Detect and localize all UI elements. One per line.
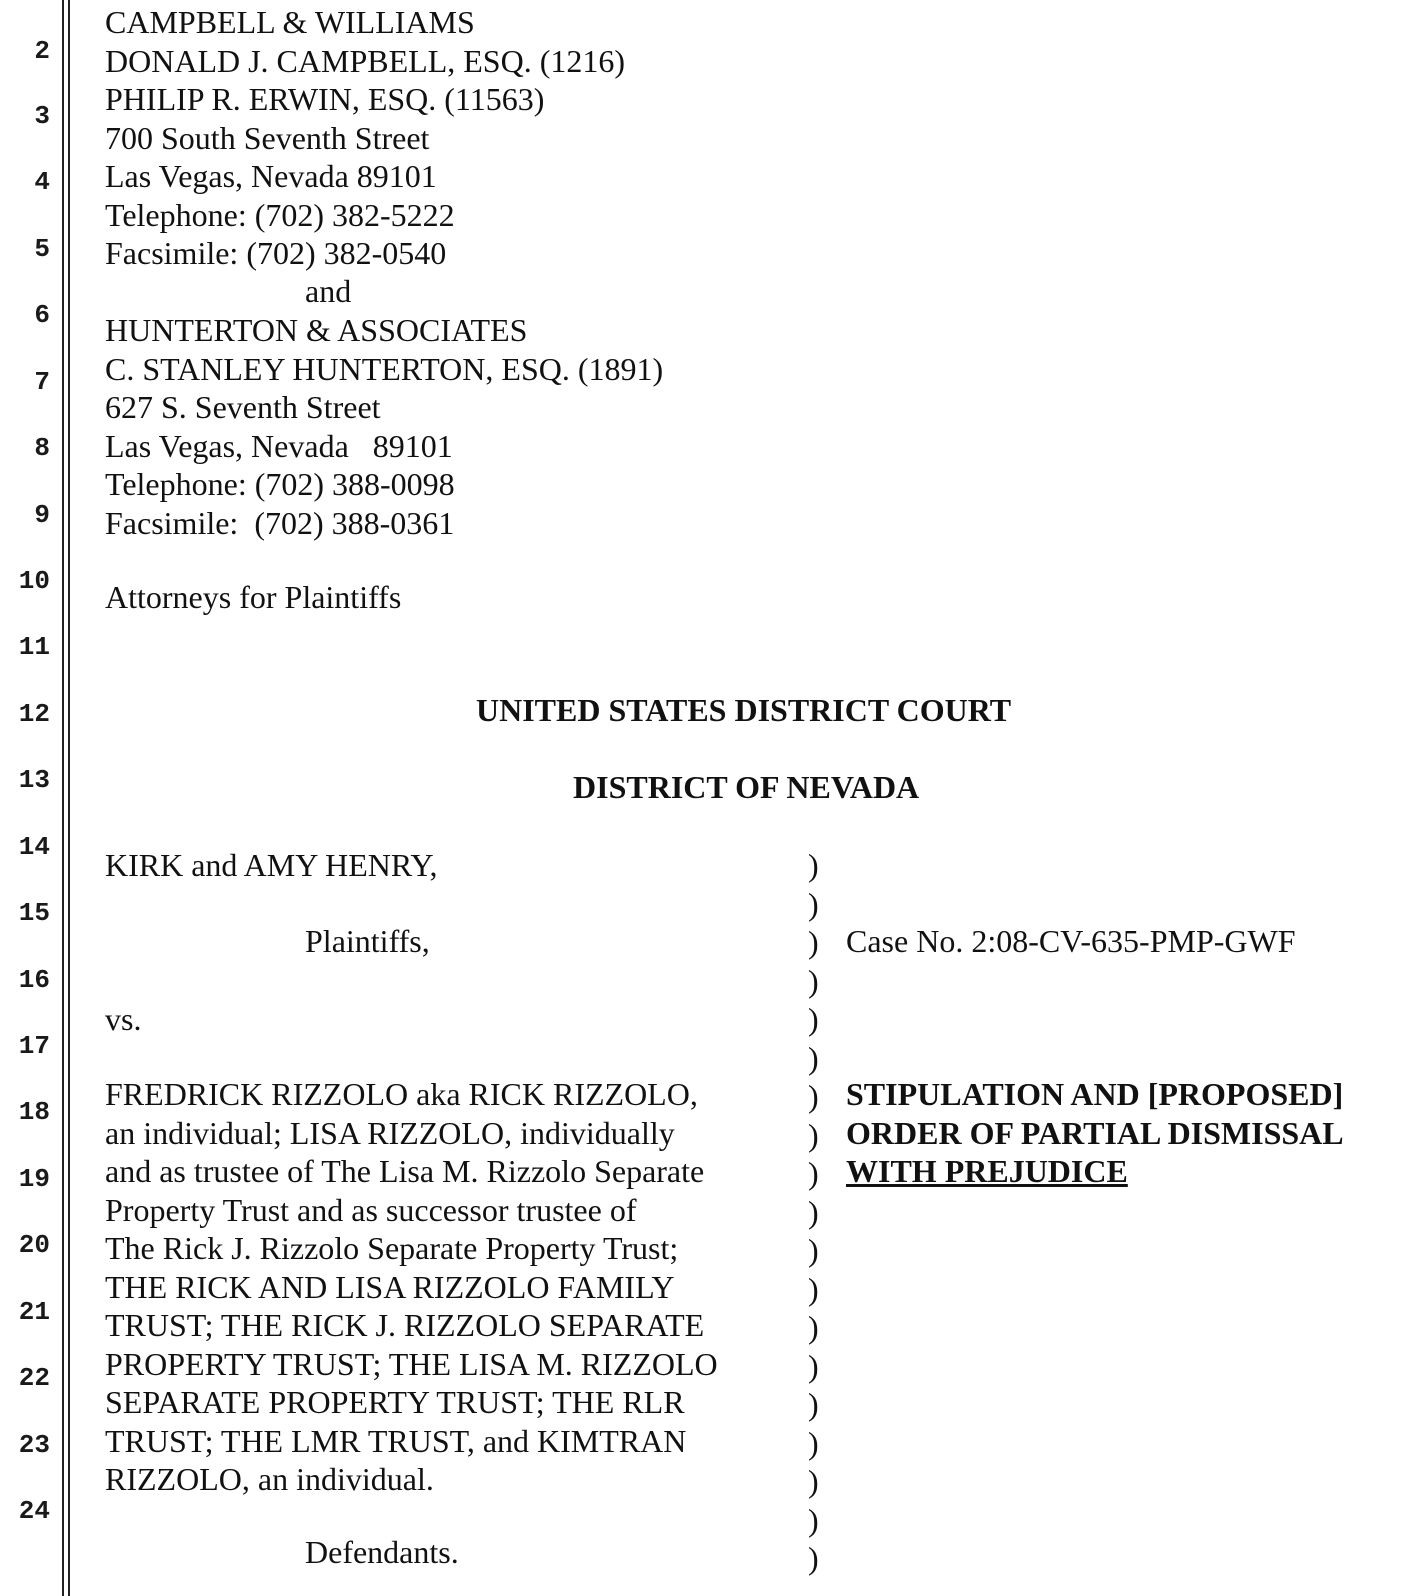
paren: ): [808, 1116, 819, 1153]
paren: ): [808, 1078, 819, 1114]
line-number: 18: [18, 1097, 50, 1127]
address-line: 700 South Seventh Street: [105, 119, 430, 156]
line-number: 12: [18, 699, 50, 729]
line-number: 8: [34, 433, 50, 463]
plaintiffs-names: KIRK and AMY HENRY,: [105, 847, 438, 883]
attorney-line: DONALD J. CAMPBELL, ESQ. (1216): [105, 42, 625, 79]
line-number: 2: [34, 36, 50, 66]
attorneys-for: Attorneys for Plaintiffs: [105, 579, 402, 615]
plaintiffs-label: Plaintiffs,: [305, 923, 430, 959]
line-number: 15: [18, 898, 50, 928]
caption-paren-column: [808, 846, 819, 1578]
defendant-line: SEPARATE PROPERTY TRUST; THE RLR: [105, 1384, 685, 1420]
line-number: 5: [34, 234, 50, 264]
facsimile-line: Facsimile: (702) 388-0361: [105, 504, 455, 541]
counsel-block-2: [105, 311, 663, 542]
line-number: 11: [18, 632, 50, 662]
document-title-line: WITH PREJUDICE: [846, 1153, 1128, 1189]
line-number: 4: [34, 167, 50, 197]
paren: ): [808, 1039, 819, 1076]
line-number: 7: [34, 367, 50, 397]
paren: ): [808, 924, 819, 960]
line-number: 13: [18, 765, 50, 795]
line-number: 6: [34, 300, 50, 330]
defendant-line: TRUST; THE RICK J. RIZZOLO SEPARATE: [105, 1307, 705, 1343]
counsel-block: [105, 3, 625, 273]
court-name: UNITED STATES DISTRICT COURT: [476, 692, 1012, 728]
facsimile-line: Facsimile: (702) 382-0540: [105, 235, 447, 271]
document-title-line: ORDER OF PARTIAL DISMISSAL: [846, 1114, 1344, 1151]
paren: ): [808, 1424, 819, 1461]
line-number: 23: [18, 1430, 50, 1460]
firm-name: CAMPBELL & WILLIAMS: [105, 4, 475, 40]
line-number: 19: [18, 1164, 50, 1194]
line-number: 24: [18, 1496, 50, 1526]
address-line: Las Vegas, Nevada 89101: [105, 158, 437, 194]
paren: ): [808, 847, 819, 883]
defendant-line: TRUST; THE LMR TRUST, and KIMTRAN: [105, 1422, 687, 1459]
defendant-line: THE RICK AND LISA RIZZOLO FAMILY: [105, 1268, 675, 1305]
attorney-line: C. STANLEY HUNTERTON, ESQ. (1891): [105, 350, 664, 387]
line-number: 10: [18, 566, 50, 596]
paren: ): [808, 1347, 819, 1384]
line-number: 16: [18, 965, 50, 995]
paren: ): [808, 1001, 819, 1037]
address-line: 627 S. Seventh Street: [105, 389, 381, 425]
defendants-label: Defendants.: [305, 1534, 459, 1570]
paren: ): [808, 1155, 819, 1191]
line-number: 20: [18, 1230, 50, 1260]
defendant-line: FREDRICK RIZZOLO aka RICK RIZZOLO,: [105, 1076, 698, 1112]
attorney-line: PHILIP R. ERWIN, ESQ. (11563): [105, 81, 545, 117]
defendant-line: RIZZOLO, an individual.: [105, 1461, 434, 1497]
line-number: 3: [34, 101, 50, 131]
paren: ): [808, 1232, 819, 1268]
document-title-line: STIPULATION AND [PROPOSED]: [846, 1076, 1344, 1112]
case-number: Case No. 2:08-CV-635-PMP-GWF: [846, 923, 1296, 959]
defendant-line: and as trustee of The Lisa M. Rizzolo Separate: [105, 1153, 705, 1189]
line-number: 9: [34, 500, 50, 530]
paren: ): [808, 962, 819, 999]
telephone-line: Telephone: (702) 388-0098: [105, 466, 455, 502]
line-number: 17: [18, 1031, 50, 1061]
court-district: DISTRICT OF NEVADA: [573, 769, 920, 805]
paren: ): [808, 1463, 819, 1499]
line-number: 14: [18, 832, 50, 862]
document-title: [846, 1075, 1344, 1191]
line-number: 21: [18, 1297, 50, 1327]
paren: ): [808, 1386, 819, 1422]
and-text: and: [305, 273, 352, 309]
defendant-line: an individual; LISA RIZZOLO, individually: [105, 1114, 675, 1151]
telephone-line: Telephone: (702) 382-5222: [105, 196, 455, 233]
paren: ): [808, 885, 819, 922]
defendants-block: [105, 1075, 718, 1499]
address-line: Las Vegas, Nevada 89101: [105, 427, 453, 464]
paren: ): [808, 1193, 819, 1230]
line-number: 22: [18, 1363, 50, 1393]
paren: ): [808, 1501, 819, 1538]
paren: ): [808, 1309, 819, 1345]
defendant-line: Property Trust and as successor trustee of: [105, 1191, 637, 1228]
paren: ): [808, 1270, 819, 1307]
margin-rule-left: [62, 0, 64, 1596]
margin-rule-right: [68, 0, 70, 1596]
defendant-line: PROPERTY TRUST; THE LISA M. RIZZOLO: [105, 1345, 718, 1382]
firm-name: HUNTERTON & ASSOCIATES: [105, 312, 528, 348]
defendant-line: The Rick J. Rizzolo Separate Property Trust;: [105, 1230, 679, 1266]
vs-text: vs.: [105, 1001, 142, 1037]
paren: ): [808, 1540, 819, 1576]
